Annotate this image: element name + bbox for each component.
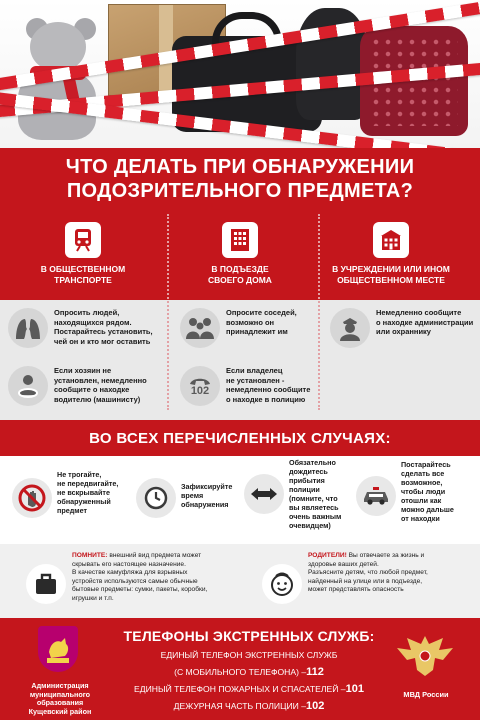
- instruction-item: [8, 308, 153, 348]
- phone-line: [104, 701, 394, 711]
- note-text: игрушки и т.п.: [72, 594, 114, 602]
- case-text: дождитесь: [289, 467, 328, 476]
- instruction-text: установлен, немедленно: [54, 375, 147, 385]
- instruction-text: Опросить людей,: [54, 308, 120, 317]
- instruction-item: [330, 308, 473, 348]
- phone-text: (С МОБИЛЬНОГО ТЕЛЕФОНА) –: [174, 667, 307, 677]
- case-text: Не трогайте,: [57, 470, 102, 479]
- building-icon: [222, 222, 258, 258]
- instruction-text: о находке администрации: [376, 317, 474, 327]
- case-text: Зафиксируйте: [181, 482, 233, 491]
- instruction-text: или охраннику: [376, 327, 431, 336]
- instructions-panel: [0, 300, 480, 420]
- instruction-text: о находке в полицию: [226, 394, 306, 404]
- instruction-item: [180, 366, 310, 406]
- phone-102-icon: [180, 366, 220, 406]
- case-text: вы являетесь: [289, 503, 339, 512]
- case-item: [136, 470, 232, 518]
- note-parents: [262, 552, 428, 604]
- case-text: прибытия: [289, 476, 325, 485]
- note-label: ПОМНИТЕ:: [72, 552, 108, 559]
- instruction-text: немедленно сообщите: [226, 385, 311, 394]
- train-icon: [65, 222, 101, 258]
- case-text: Обязательно: [289, 458, 336, 467]
- location-label: СВОЕГО ДОМА: [208, 275, 272, 285]
- case-text: можно дальше: [401, 505, 454, 514]
- admin-line: Администрация: [31, 681, 89, 690]
- case-text: Постарайтесь: [401, 460, 451, 469]
- case-text: отошли как: [401, 496, 442, 505]
- column-divider: [318, 214, 320, 410]
- case-item: [356, 460, 454, 523]
- note-label: РОДИТЕЛИ!: [308, 552, 347, 559]
- phone-number: 101: [345, 683, 364, 695]
- faces-icon: [8, 308, 48, 348]
- instruction-text: принадлежит им: [226, 327, 288, 336]
- location-institution: [316, 210, 466, 300]
- all-cases-row: [0, 456, 480, 544]
- instruction-text: находящихся рядом.: [54, 317, 132, 327]
- instruction-item: [8, 366, 147, 406]
- case-text: время: [181, 491, 204, 500]
- case-text: от находки: [401, 514, 440, 523]
- police-car-icon: [356, 476, 396, 516]
- note-text: может представлять опасность: [308, 586, 404, 594]
- note-text: бытовые предметы: сумки, пакеты, коробки,: [72, 586, 208, 594]
- phone-number-badge: 102: [190, 384, 210, 397]
- location-label: В ОБЩЕСТВЕННОМ: [40, 264, 126, 274]
- location-entrance: [165, 210, 315, 300]
- case-text: не передвигайте,: [57, 479, 119, 488]
- phone-text: ЕДИНЫЙ ТЕЛЕФОН ЭКСТРЕННЫХ СЛУЖБ: [160, 650, 338, 660]
- note-text: Вы отвечаете за жизнь и: [346, 552, 425, 559]
- phone-number: 112: [306, 666, 324, 678]
- all-cases-band: [0, 420, 480, 456]
- arrows-icon: [244, 474, 284, 514]
- case-text: очевидцем): [289, 521, 331, 530]
- note-text: В качестве камуфляжа для взрывных: [72, 569, 188, 577]
- bag-icon: [26, 564, 66, 604]
- instruction-text: Немедленно сообщите: [376, 308, 462, 317]
- notes-section: [0, 544, 480, 618]
- case-text: возможное,: [401, 478, 443, 487]
- hero-photo: [0, 0, 480, 148]
- mvd-label: МВД России: [403, 690, 449, 699]
- clock-icon: [136, 478, 176, 518]
- neighbors-icon: [180, 308, 220, 348]
- phone-line: [104, 667, 394, 677]
- driver-icon: [8, 366, 48, 406]
- instruction-text: Опросите соседей,: [226, 308, 297, 317]
- case-text: предмет: [57, 506, 88, 515]
- footer: [0, 618, 480, 720]
- case-text: обнаружения: [181, 500, 229, 509]
- location-label: ОБЩЕСТВЕННОМ МЕСТЕ: [337, 275, 445, 285]
- phone-text: ДЕЖУРНАЯ ЧАСТЬ ПОЛИЦИИ –: [173, 701, 306, 711]
- instruction-text: Если хозяин не: [54, 366, 112, 375]
- phone-text: ЕДИНЫЙ ТЕЛЕФОН ПОЖАРНЫХ И СПАСАТЕЛЕЙ –: [134, 684, 346, 694]
- district-emblem-icon: [38, 626, 78, 672]
- instruction-text: сообщите о находке: [54, 385, 130, 394]
- column-divider: [167, 214, 169, 410]
- instruction-text: не установлен -: [226, 375, 285, 385]
- mvd-eagle-icon: [390, 630, 460, 680]
- phone-line: [104, 650, 394, 660]
- case-text: обнаруженный: [57, 497, 111, 506]
- admin-line: муниципального образования: [29, 689, 91, 708]
- phone-line: [104, 684, 394, 694]
- instruction-text: чей он и кто мог оставить: [54, 336, 151, 346]
- stop-hand-icon: [12, 478, 52, 518]
- title-line: ЧТО ДЕЛАТЬ ПРИ ОБНАРУЖЕНИИ: [65, 156, 415, 178]
- instruction-text: водителю (машинисту): [54, 394, 141, 404]
- note-text: здоровье ваших детей.: [308, 560, 379, 568]
- note-remember: [26, 552, 207, 604]
- admin-line: Кущевский район: [28, 706, 92, 716]
- case-text: очень важным: [289, 512, 342, 521]
- title-line: ПОДОЗРИТЕЛЬНОГО ПРЕДМЕТА?: [66, 180, 414, 202]
- note-text: Разъясните детям, что любой предмет,: [308, 569, 428, 577]
- location-label: В ПОДЪЕЗДЕ: [211, 264, 269, 274]
- all-cases-title: ВО ВСЕХ ПЕРЕЧИСЛЕННЫХ СЛУЧАЯХ:: [89, 429, 391, 447]
- note-text: устройств используются самые обычные: [72, 577, 198, 585]
- case-text: полиции: [289, 485, 320, 494]
- title-band: [0, 148, 480, 210]
- instruction-text: Если владелец: [226, 366, 283, 375]
- case-text: сделать все: [401, 469, 445, 478]
- note-text: внешний вид предмета может: [107, 552, 202, 559]
- institution-icon: [373, 222, 409, 258]
- note-text: найденный на улице или в подъезде,: [308, 577, 423, 585]
- case-item: [12, 470, 118, 518]
- instruction-text: Постарайтесь установить,: [54, 327, 153, 336]
- instruction-text: возможно он: [226, 317, 275, 327]
- location-label: ТРАНСПОРТЕ: [54, 275, 112, 285]
- case-text: (помните, что: [289, 494, 338, 503]
- case-item: [244, 458, 341, 530]
- instruction-item: [180, 308, 297, 348]
- administration-label: [6, 682, 114, 716]
- phones-title: ТЕЛЕФОНЫ ЭКСТРЕННЫХ СЛУЖБ:: [123, 628, 375, 644]
- page-title: [66, 155, 415, 203]
- note-text: скрывать его настоящее назначение.: [72, 560, 186, 568]
- guard-icon: [330, 308, 370, 348]
- case-text: чтобы люди: [401, 487, 446, 496]
- location-label: В УЧРЕЖДЕНИИ ИЛИ ИНОМ: [332, 264, 450, 274]
- locations-row: [0, 210, 480, 300]
- case-text: не вскрывайте: [57, 488, 110, 497]
- child-face-icon: [262, 564, 302, 604]
- phone-number: 102: [305, 700, 325, 712]
- location-transport: [8, 210, 158, 300]
